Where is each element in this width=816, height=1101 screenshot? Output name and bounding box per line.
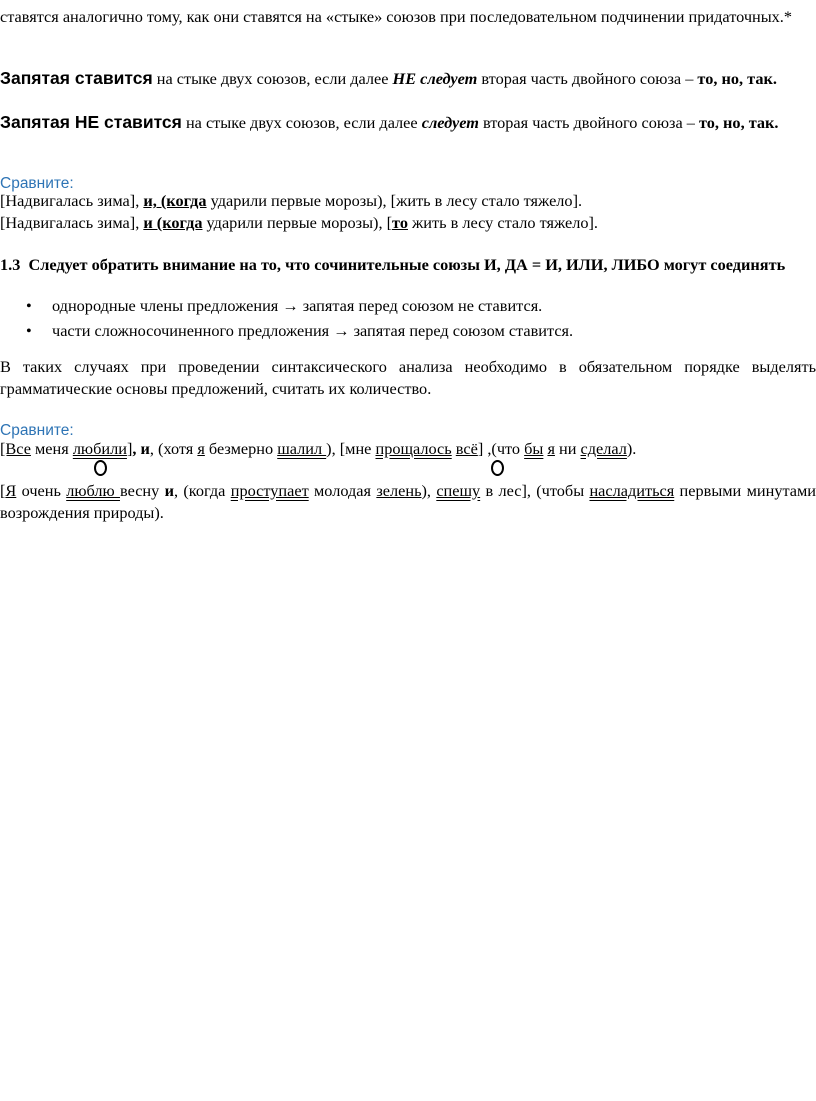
rule-comma-not-placed	[0, 111, 816, 134]
ex1-w14: ] ,(что	[477, 439, 525, 458]
compare1-sentence2	[0, 212, 816, 234]
compare1-label: Сравните:	[0, 175, 74, 192]
c1s2-b: и (когда	[143, 213, 203, 232]
ex1-w19: сделал	[580, 439, 627, 458]
ex2-w12: спешу	[436, 481, 481, 500]
ex2-w3: очень	[16, 481, 67, 500]
c1s2-c: ударили первые морозы), [	[202, 213, 393, 232]
rule1-emph: НЕ следует	[392, 69, 478, 88]
rule2-text2: вторая часть двойного союза –	[478, 113, 699, 132]
ex2-w11: ),	[421, 481, 437, 500]
c1s2-d: то	[392, 213, 408, 232]
ex1-w7: я	[197, 439, 205, 458]
section-heading	[0, 254, 816, 276]
ex1-w6: , (хотя	[149, 439, 198, 458]
ex1-w15: бы	[524, 439, 544, 458]
ex2-w9: молодая	[308, 481, 377, 500]
ex1-w5: , и	[132, 439, 150, 458]
list-item-text: части сложносочиненного предложения → запятая перед союзом ставится.	[52, 321, 574, 340]
list-item	[0, 295, 816, 317]
c1s1-c: ударили первые морозы), [жить в лесу стало тяжело].	[206, 191, 583, 210]
ex1-w3: любили	[72, 439, 127, 458]
ex1-w10: ), [мне	[326, 439, 376, 458]
ex1-w4: ]	[126, 439, 133, 458]
ex2-w5: весну	[119, 481, 165, 500]
ex1-w2: меня	[30, 439, 73, 458]
ex2-w13: в лес], (чтобы	[480, 481, 590, 500]
rule2-text1: на стыке двух союзов, если далее	[181, 113, 422, 132]
ex2-w4: люблю	[66, 481, 120, 500]
c1s1-b: и, (когда	[143, 191, 207, 210]
rule2-conj: то, но, так.	[698, 113, 779, 132]
bullet-icon: •	[26, 321, 32, 340]
rule1-text2: вторая часть двойного союза –	[477, 69, 698, 88]
ex1-w1: [Все	[0, 439, 31, 458]
rule2-lead: Запятая НЕ ставится	[0, 112, 182, 132]
c1s1-a: [Надвигалась зима],	[0, 191, 144, 210]
compare2-example2	[0, 480, 816, 524]
ex2-w14: насладиться	[589, 481, 675, 500]
rule2-emph: следует	[421, 113, 479, 132]
rule1-lead: Запятая ставится	[0, 68, 153, 88]
note-paragraph	[0, 356, 816, 400]
ex1-w8: безмерно	[204, 439, 278, 458]
ex2-w8: проступает	[230, 481, 309, 500]
ex1-w18: ни	[554, 439, 581, 458]
compare1-sentence1	[0, 190, 816, 212]
intro-text: ставятся аналогично тому, как они ставятся на «стыке» союзов при последовательном подчинении придаточных.*	[0, 7, 793, 26]
bullet-icon: •	[26, 296, 32, 315]
ex2-w15: первыми минутами возрождения природы).	[0, 481, 816, 522]
ex1-w20: ).	[626, 439, 637, 458]
circle-marker-icon	[491, 460, 504, 476]
rule-comma-placed	[0, 67, 816, 90]
list-item-text: однородные члены предложения → запятая перед союзом не ставится.	[52, 296, 543, 315]
ex1-w11: прощалось	[375, 439, 452, 458]
ex2-w6: и	[164, 481, 174, 500]
ex2-w7: , (когда	[174, 481, 231, 500]
circle-marker-icon	[94, 460, 107, 476]
ex1-w17: я	[547, 439, 555, 458]
section-number: 1.3	[0, 255, 21, 274]
rule1-text1: на стыке двух союзов, если далее	[152, 69, 393, 88]
list-item	[0, 320, 816, 342]
compare2-example1	[0, 438, 816, 460]
compare2-label: Сравните:	[0, 422, 74, 439]
ex1-w13: всё	[455, 439, 478, 458]
c1s2-e: жить в лесу стало тяжело].	[407, 213, 599, 232]
section-list	[0, 295, 816, 342]
ex1-w9: шалил	[277, 439, 327, 458]
ex2-w2: Я	[5, 481, 17, 500]
ex2-w1: [	[0, 481, 6, 500]
note-text: В таких случаях при проведении синтаксического анализа необходимо в обязательном порядке выделять грамматические основы предложений, считать их количество.	[0, 357, 816, 398]
section-title: Следует обратить внимание на то, что сочинительные союзы И, ДА = И, ИЛИ, ЛИБО могут соединять	[28, 255, 786, 274]
ex2-w10: зелень	[376, 481, 422, 500]
intro-paragraph	[0, 6, 816, 28]
c1s2-a: [Надвигалась зима],	[0, 213, 144, 232]
rule1-conj: то, но, так.	[697, 69, 777, 88]
